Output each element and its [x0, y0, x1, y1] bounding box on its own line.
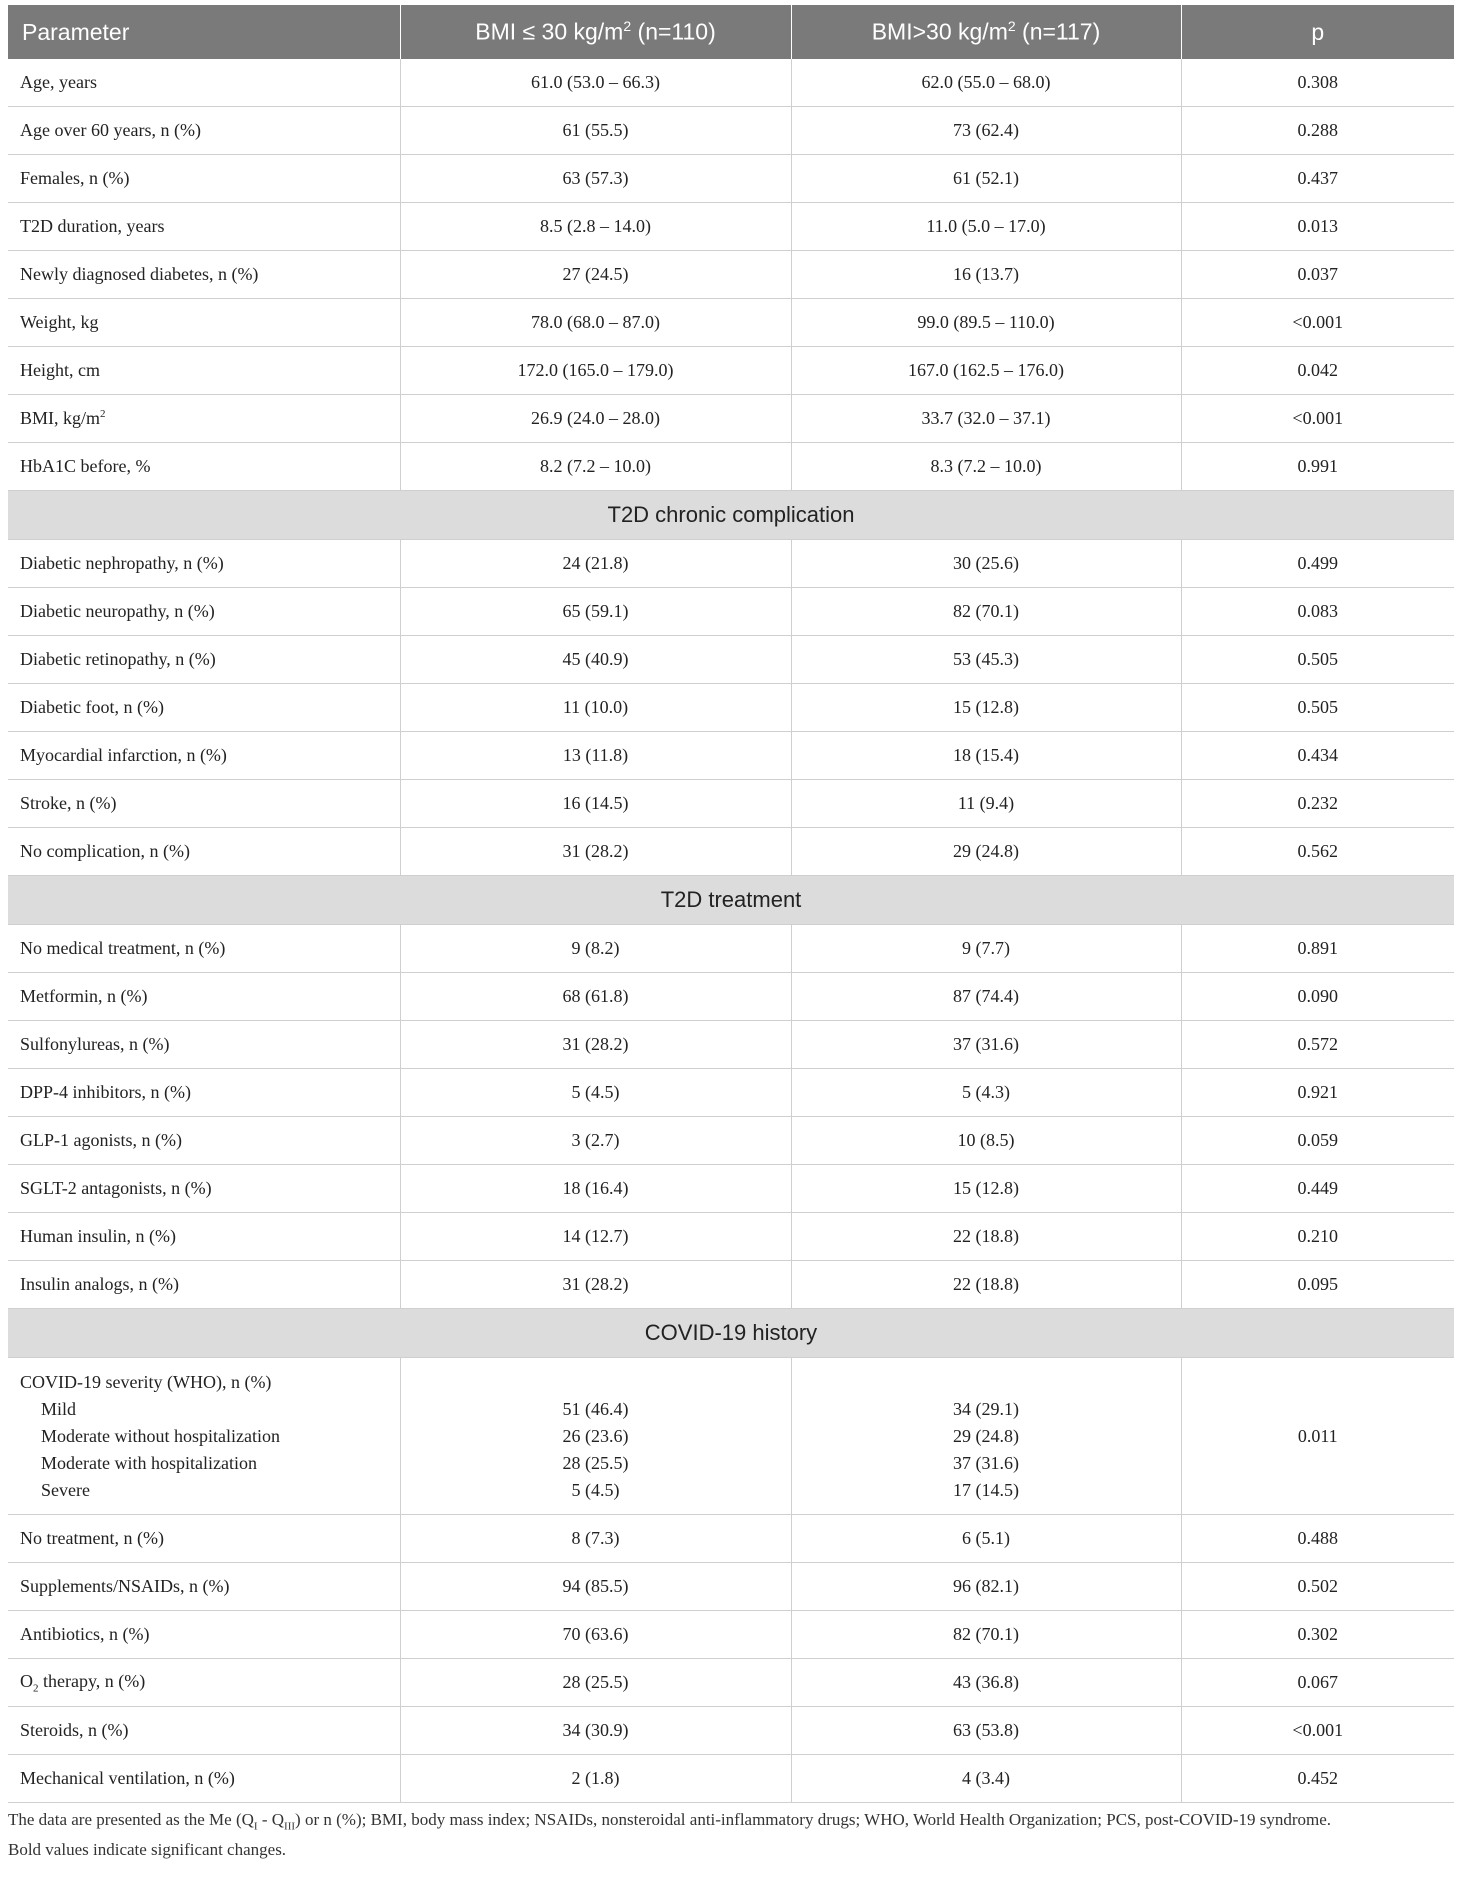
cell-group1: 26.9 (24.0 – 28.0) [400, 395, 791, 443]
cell-group2: 30 (25.6) [791, 540, 1181, 588]
table-row [8, 1261, 1454, 1309]
cell-group2: 43 (36.8) [791, 1659, 1181, 1707]
table-row [8, 684, 1454, 732]
cell-p: 0.090 [1181, 973, 1454, 1021]
row-label: Newly diagnosed diabetes, n (%) [8, 251, 400, 299]
footnote-line-1 [8, 1808, 1454, 1838]
table-row [8, 540, 1454, 588]
cell-p: 0.891 [1181, 925, 1454, 973]
cell-group2: 62.0 (55.0 – 68.0) [791, 59, 1181, 107]
data-table [8, 5, 1454, 1803]
cell-group1: 51 (46.4) [562, 1398, 629, 1419]
cell-p: 0.434 [1181, 732, 1454, 780]
cell-p: 0.502 [1181, 1563, 1454, 1611]
cell-p: 0.991 [1181, 443, 1454, 491]
cell-group2: 37 (31.6) [953, 1452, 1019, 1473]
cell-p: 0.095 [1181, 1261, 1454, 1309]
cell-group2: 63 (53.8) [791, 1707, 1181, 1755]
cell-p: 0.499 [1181, 540, 1454, 588]
cell-group1: 9 (8.2) [400, 925, 791, 973]
cell-group1: 5 (4.5) [571, 1479, 620, 1500]
cell-p: 0.308 [1181, 59, 1454, 107]
table-row [8, 1021, 1454, 1069]
header-group2-suffix: (n=117) [1015, 18, 1101, 45]
table-row [8, 107, 1454, 155]
section-title: T2D chronic complication [8, 491, 1454, 540]
table-row [8, 588, 1454, 636]
footnote-sub: III [284, 1820, 296, 1833]
cell-group2: 15 (12.8) [791, 1165, 1181, 1213]
cell-group2: 9 (7.7) [791, 925, 1181, 973]
cell-group2: 17 (14.5) [953, 1479, 1019, 1500]
section-header-covid [8, 1309, 1454, 1358]
cell-p: 0.437 [1181, 155, 1454, 203]
row-label: HbA1C before, % [8, 443, 400, 491]
cell-p: 0.488 [1181, 1515, 1454, 1563]
cell-p: <0.001 [1181, 299, 1454, 347]
cell-group1: 28 (25.5) [400, 1659, 791, 1707]
cell-group1: 3 (2.7) [400, 1117, 791, 1165]
table-row [8, 925, 1454, 973]
cell-p: 0.067 [1181, 1659, 1454, 1707]
row-label: SGLT-2 antagonists, n (%) [8, 1165, 400, 1213]
row-label: Diabetic retinopathy, n (%) [8, 636, 400, 684]
table-row [8, 1515, 1454, 1563]
bmi-label-prefix: BMI, kg/m [20, 408, 101, 428]
row-label: DPP-4 inhibitors, n (%) [8, 1069, 400, 1117]
severity-group1 [400, 1358, 791, 1515]
row-label: Supplements/NSAIDs, n (%) [8, 1563, 400, 1611]
cell-group2: 73 (62.4) [791, 107, 1181, 155]
table-row [8, 732, 1454, 780]
cell-group1: 65 (59.1) [400, 588, 791, 636]
cell-p: 0.505 [1181, 684, 1454, 732]
cell-p: 0.288 [1181, 107, 1454, 155]
cell-p: 0.042 [1181, 347, 1454, 395]
header-group-bmi-le-30 [400, 5, 791, 59]
cell-group2: 22 (18.8) [791, 1261, 1181, 1309]
cell-group1: 13 (11.8) [400, 732, 791, 780]
header-group1-prefix: BMI ≤ 30 kg/m [475, 18, 624, 45]
header-p-value: p [1181, 5, 1454, 59]
footnote-sub: I [253, 1820, 258, 1833]
cell-group1: 24 (21.8) [400, 540, 791, 588]
table-row [8, 973, 1454, 1021]
cell-p: 0.037 [1181, 251, 1454, 299]
table-row [8, 155, 1454, 203]
row-label: Human insulin, n (%) [8, 1213, 400, 1261]
cell-p: 0.452 [1181, 1755, 1454, 1803]
row-label: Mechanical ventilation, n (%) [8, 1755, 400, 1803]
cell-group1: 5 (4.5) [400, 1069, 791, 1117]
table-row [8, 203, 1454, 251]
o2-label-sub: 2 [33, 1682, 39, 1695]
cell-group2: 53 (45.3) [791, 636, 1181, 684]
table-row [8, 636, 1454, 684]
o2-label-prefix: O [20, 1670, 33, 1691]
row-label: GLP-1 agonists, n (%) [8, 1117, 400, 1165]
cell-p: 0.921 [1181, 1069, 1454, 1117]
header-group1-suffix: (n=110) [631, 18, 716, 45]
cell-group2: 5 (4.3) [791, 1069, 1181, 1117]
row-label: Height, cm [8, 347, 400, 395]
o2-label-suffix: therapy, n (%) [38, 1670, 146, 1691]
cell-group1: 31 (28.2) [400, 1261, 791, 1309]
cell-group1: 28 (25.5) [562, 1452, 629, 1473]
table-row [8, 395, 1454, 443]
row-label: Diabetic nephropathy, n (%) [8, 540, 400, 588]
cell-group2: 82 (70.1) [791, 588, 1181, 636]
cell-group2: 96 (82.1) [791, 1563, 1181, 1611]
table-row [8, 1165, 1454, 1213]
cell-group1: 94 (85.5) [400, 1563, 791, 1611]
severity-labels [8, 1358, 400, 1515]
cell-p: <0.001 [1181, 1707, 1454, 1755]
row-label: Sulfonylureas, n (%) [8, 1021, 400, 1069]
footnote-text: - Q [257, 1810, 285, 1829]
table-row [8, 1611, 1454, 1659]
row-label [8, 1659, 400, 1707]
table-row [8, 59, 1454, 107]
row-label: Antibiotics, n (%) [8, 1611, 400, 1659]
severity-sub-label: Moderate with hospitalization [41, 1452, 257, 1473]
section-header-treatment [8, 876, 1454, 925]
cell-group2: 6 (5.1) [791, 1515, 1181, 1563]
row-label: Diabetic neuropathy, n (%) [8, 588, 400, 636]
bmi-label-sup: 2 [100, 408, 106, 420]
cell-group1: 8 (7.3) [400, 1515, 791, 1563]
cell-p: 0.449 [1181, 1165, 1454, 1213]
cell-group1: 78.0 (68.0 – 87.0) [400, 299, 791, 347]
row-label: No treatment, n (%) [8, 1515, 400, 1563]
cell-group1: 61.0 (53.0 – 66.3) [400, 59, 791, 107]
header-group-bmi-gt-30 [791, 5, 1181, 59]
cell-group2: 34 (29.1) [953, 1398, 1019, 1419]
cell-group2: 16 (13.7) [791, 251, 1181, 299]
cell-group2: 10 (8.5) [791, 1117, 1181, 1165]
cell-group1: 16 (14.5) [400, 780, 791, 828]
cell-group1: 31 (28.2) [400, 1021, 791, 1069]
cell-group1: 8.2 (7.2 – 10.0) [400, 443, 791, 491]
severity-sub-label: Severe [41, 1479, 90, 1500]
cell-p: 0.562 [1181, 828, 1454, 876]
row-label: Steroids, n (%) [8, 1707, 400, 1755]
table-row [8, 443, 1454, 491]
row-label: Myocardial infarction, n (%) [8, 732, 400, 780]
cell-p: 0.059 [1181, 1117, 1454, 1165]
row-label: Stroke, n (%) [8, 780, 400, 828]
cell-group2: 4 (3.4) [791, 1755, 1181, 1803]
cell-p: <0.001 [1181, 395, 1454, 443]
cell-group1: 31 (28.2) [400, 828, 791, 876]
cell-p: 0.302 [1181, 1611, 1454, 1659]
row-label: Age over 60 years, n (%) [8, 107, 400, 155]
section-title: T2D treatment [8, 876, 1454, 925]
cell-group2: 11 (9.4) [791, 780, 1181, 828]
cell-p: 0.210 [1181, 1213, 1454, 1261]
cell-group1: 14 (12.7) [400, 1213, 791, 1261]
cell-group2: 18 (15.4) [791, 732, 1181, 780]
cell-group1: 26 (23.6) [562, 1425, 629, 1446]
header-group2-sup: 2 [1007, 18, 1016, 35]
cell-group1: 70 (63.6) [400, 1611, 791, 1659]
table-row [8, 828, 1454, 876]
table-body [8, 59, 1454, 1803]
table-row [8, 1707, 1454, 1755]
table-row [8, 299, 1454, 347]
cell-p: 0.013 [1181, 203, 1454, 251]
cell-group1: 68 (61.8) [400, 973, 791, 1021]
cell-group1: 18 (16.4) [400, 1165, 791, 1213]
footnote-text: The data are presented as the Me (Q [8, 1810, 254, 1829]
severity-group2 [791, 1358, 1181, 1515]
cell-group2: 33.7 (32.0 – 37.1) [791, 395, 1181, 443]
cell-group2: 29 (24.8) [791, 828, 1181, 876]
table-row [8, 1069, 1454, 1117]
header-group1-sup: 2 [623, 18, 632, 35]
row-label: No complication, n (%) [8, 828, 400, 876]
cell-group1: 63 (57.3) [400, 155, 791, 203]
severity-sub-label: Moderate without hospitalization [41, 1425, 280, 1446]
cell-p: 0.572 [1181, 1021, 1454, 1069]
table-row [8, 347, 1454, 395]
table-footnote [8, 1808, 1454, 1862]
cell-group2: 99.0 (89.5 – 110.0) [791, 299, 1181, 347]
table-row [8, 251, 1454, 299]
table-container [8, 5, 1454, 1803]
footnote-text: ) or n (%); BMI, body mass index; NSAIDs, nonsteroidal anti-inflammatory drugs; WHO, World Health Organization; PCS, post-COVID-19 syndrome. [295, 1810, 1332, 1829]
header-parameter: Parameter [8, 5, 400, 59]
cell-p: 0.083 [1181, 588, 1454, 636]
row-label: No medical treatment, n (%) [8, 925, 400, 973]
cell-group2: 37 (31.6) [791, 1021, 1181, 1069]
table-row [8, 1213, 1454, 1261]
cell-group1: 27 (24.5) [400, 251, 791, 299]
section-title: COVID-19 history [8, 1309, 1454, 1358]
cell-p: 0.505 [1181, 636, 1454, 684]
footnote-line-2: Bold values indicate significant changes. [8, 1840, 287, 1860]
cell-group1: 34 (30.9) [400, 1707, 791, 1755]
row-label: Insulin analogs, n (%) [8, 1261, 400, 1309]
row-label: Diabetic foot, n (%) [8, 684, 400, 732]
row-label: Weight, kg [8, 299, 400, 347]
table-row [8, 1117, 1454, 1165]
header-group2-prefix: BMI>30 kg/m [871, 18, 1008, 45]
cell-group2: 15 (12.8) [791, 684, 1181, 732]
cell-group1: 2 (1.8) [400, 1755, 791, 1803]
cell-group1: 11 (10.0) [400, 684, 791, 732]
cell-group2: 82 (70.1) [791, 1611, 1181, 1659]
header-row [8, 5, 1454, 59]
row-label: Metformin, n (%) [8, 973, 400, 1021]
cell-group2: 29 (24.8) [953, 1425, 1019, 1446]
section-header-complication [8, 491, 1454, 540]
table-row-severity [8, 1358, 1454, 1515]
cell-group2: 87 (74.4) [791, 973, 1181, 1021]
cell-group2: 22 (18.8) [791, 1213, 1181, 1261]
cell-p: 0.011 [1181, 1358, 1454, 1515]
cell-group1: 61 (55.5) [400, 107, 791, 155]
cell-group1: 172.0 (165.0 – 179.0) [400, 347, 791, 395]
row-label [8, 395, 400, 443]
row-label: T2D duration, years [8, 203, 400, 251]
table-row [8, 1755, 1454, 1803]
row-label: Females, n (%) [8, 155, 400, 203]
cell-group1: 45 (40.9) [400, 636, 791, 684]
table-row [8, 780, 1454, 828]
table-header [8, 5, 1454, 59]
row-label: Age, years [8, 59, 400, 107]
cell-p: 0.232 [1181, 780, 1454, 828]
table-row [8, 1659, 1454, 1707]
cell-group2: 8.3 (7.2 – 10.0) [791, 443, 1181, 491]
severity-sub-label: Mild [41, 1398, 77, 1419]
cell-group2: 61 (52.1) [791, 155, 1181, 203]
cell-group2: 167.0 (162.5 – 176.0) [791, 347, 1181, 395]
severity-label: COVID-19 severity (WHO), n (%) [20, 1371, 272, 1392]
cell-group2: 11.0 (5.0 – 17.0) [791, 203, 1181, 251]
table-row [8, 1563, 1454, 1611]
cell-group1: 8.5 (2.8 – 14.0) [400, 203, 791, 251]
